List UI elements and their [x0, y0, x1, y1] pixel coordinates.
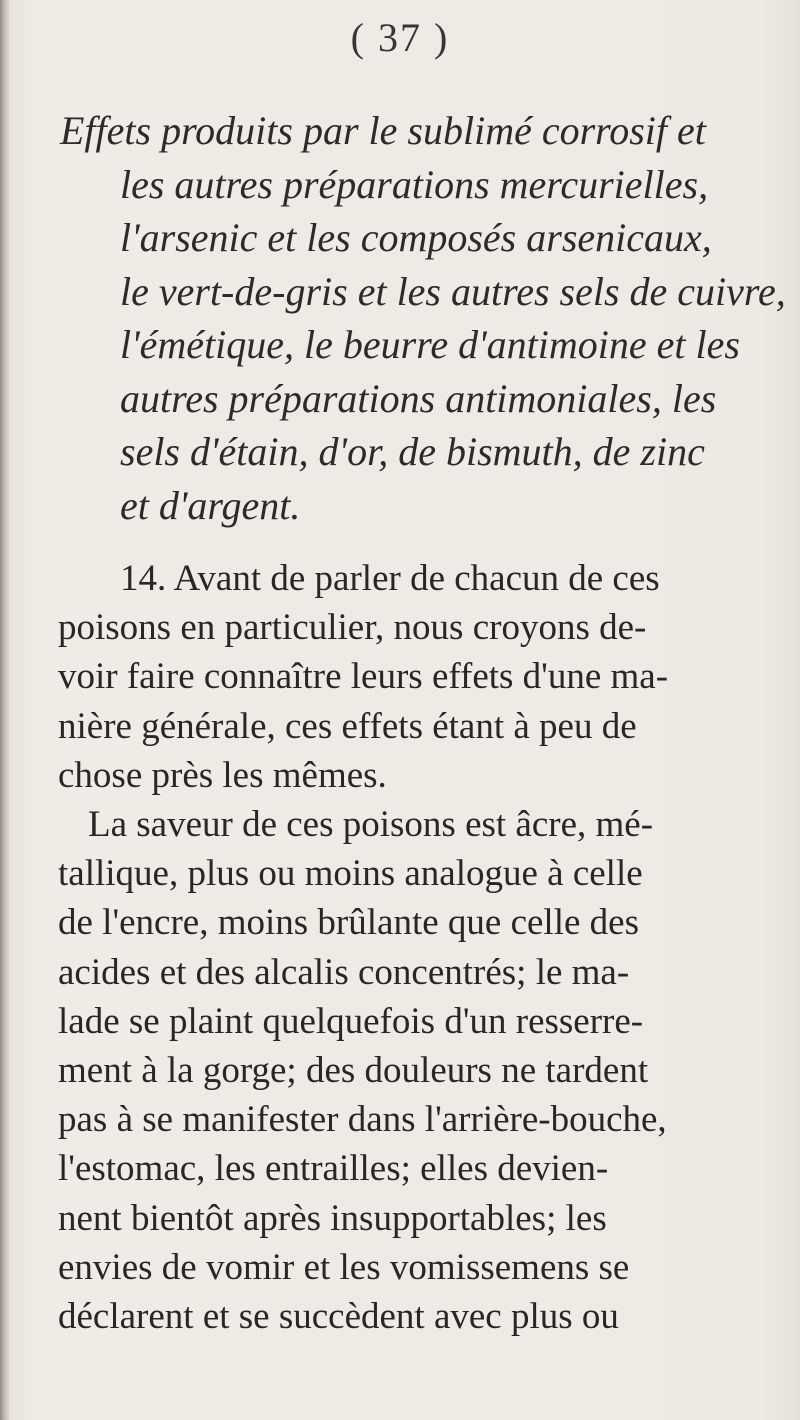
summary-line: et d'argent. [120, 482, 301, 528]
paragraph-saveur-line: pas à se manifester dans l'arrière-bouche, [58, 1099, 667, 1141]
summary-line: l'arsenic et les composés arsenicaux, [120, 215, 712, 260]
paragraph-saveur-line: nent bientôt après insupportables; les [58, 1197, 607, 1239]
paragraph-saveur-line: tallique, plus ou moins analogue à celle [58, 853, 643, 895]
paragraph-14-line: nière générale, ces effets étant à peu de [58, 705, 637, 747]
paragraph-saveur-line: acides et des alcalis concentrés; le ma- [58, 951, 630, 993]
paragraph-saveur-line: l'estomac, les entrailles; elles devien- [58, 1148, 609, 1190]
paragraph-saveur-line: La saveur de ces poisons est âcre, mé- [88, 804, 654, 846]
section-summary [60, 104, 786, 532]
body-text [58, 554, 758, 1341]
summary-line: les autres préparations mercurielles, [120, 161, 709, 207]
paragraph-saveur-line: ment à la gorge; des douleurs ne tardent [58, 1050, 649, 1092]
paragraph-14-line: poisons en particulier, nous croyons de- [58, 607, 647, 649]
paragraph-saveur-line: déclarent et se succèdent avec plus ou [58, 1296, 619, 1338]
page-binding-edge [0, 0, 10, 1420]
summary-line: le vert-de-gris et les autres sels de cuivre, [120, 268, 786, 314]
paragraph-saveur-line: lade se plaint quelquefois d'un resserre- [58, 1000, 644, 1042]
paragraph-14-line: voir faire connaître leurs effets d'une ma- [58, 656, 669, 698]
summary-line: l'émétique, le beurre d'antimoine et les [120, 322, 740, 367]
summary-line: autres préparations antimoniales, les [120, 375, 717, 421]
paragraph-14-line: 14. Avant de parler de chacun de ces [120, 558, 660, 599]
paragraph-saveur-line: envies de vomir et les vomissemens se [58, 1246, 630, 1288]
paragraph-saveur-line: de l'encre, moins brûlante que celle des [58, 902, 639, 944]
paragraph-14-line: chose près les mêmes. [58, 754, 387, 796]
summary-line: sels d'étain, d'or, de bismuth, de zinc [120, 429, 705, 474]
summary-line: Effets produits par le sublimé corrosif et [60, 108, 706, 153]
page-number: ( 37 ) [350, 15, 450, 60]
